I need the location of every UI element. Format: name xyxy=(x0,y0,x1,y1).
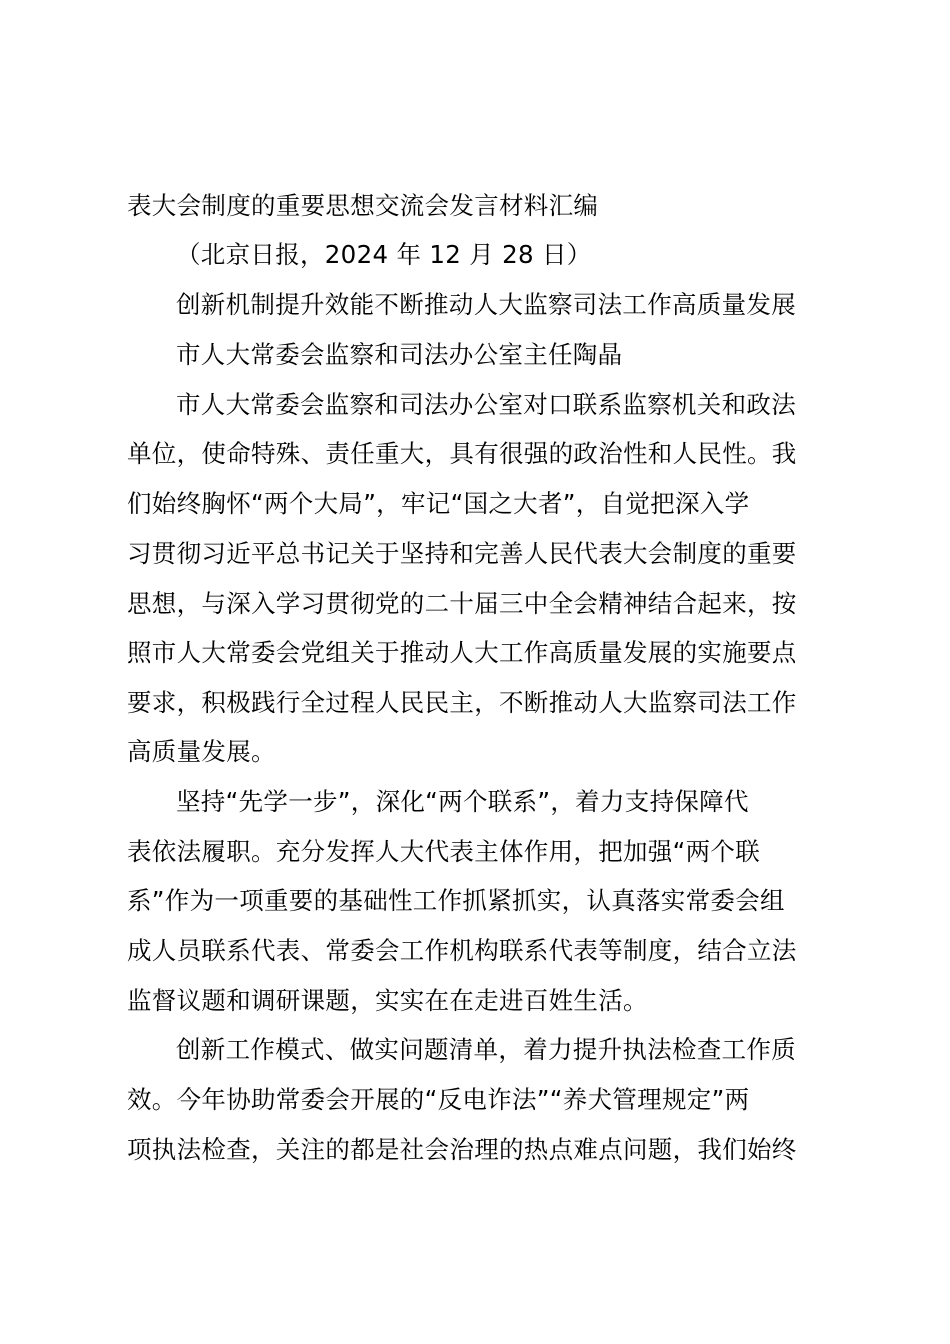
source-date-line: （北京日报，2024 年 12 月 28 日） xyxy=(176,240,592,269)
paragraph-line: 创新工作模式、做实问题清单，着力提升执法检查工作质 xyxy=(176,1035,796,1064)
paragraph-line: 要求，积极践行全过程人民民主，不断推动人大监察司法工作 xyxy=(127,688,797,717)
paragraph-line: 表依法履职。充分发挥人大代表主体作用，把加强“两个联 xyxy=(127,837,760,866)
paragraph-line: 高质量发展。 xyxy=(127,737,276,766)
paragraph-line: 效。今年协助常委会开展的“反电诈法”“养犬管理规定”两 xyxy=(127,1085,750,1114)
paragraph-line: 系”作为一项重要的基础性工作抓紧抓实，认真落实常委会组 xyxy=(127,886,785,915)
paragraph-line: 们始终胸怀“两个大局”，牢记“国之大者”，自觉把深入学 xyxy=(127,489,750,518)
paragraph-line: 习贯彻习近平总书记关于坚持和完善人民代表大会制度的重要 xyxy=(127,539,797,568)
paragraph-line: 照市人大常委会党组关于推动人大工作高质量发展的实施要点 xyxy=(127,638,797,667)
paragraph-line: 坚持“先学一步”，深化“两个联系”，着力支持保障代 xyxy=(176,787,749,816)
article-title: 创新机制提升效能不断推动人大监察司法工作高质量发展 xyxy=(176,290,796,319)
paragraph-line: 单位，使命特殊、责任重大，具有很强的政治性和人民性。我 xyxy=(127,439,797,468)
paragraph-line: 监督议题和调研课题，实实在在走进百姓生活。 xyxy=(127,986,648,1015)
paragraph-line: 成人员联系代表、常委会工作机构联系代表等制度，结合立法 xyxy=(127,936,797,965)
paragraph-line: 市人大常委会监察和司法办公室对口联系监察机关和政法 xyxy=(176,390,796,419)
paragraph-line: 思想，与深入学习贯彻党的二十届三中全会精神结合起来，按 xyxy=(127,589,797,618)
paragraph-line: 项执法检查，关注的都是社会治理的热点难点问题，我们始终 xyxy=(127,1135,797,1164)
author-line: 市人大常委会监察和司法办公室主任陶晶 xyxy=(176,340,623,369)
title-continuation: 表大会制度的重要思想交流会发言材料汇编 xyxy=(127,191,599,220)
